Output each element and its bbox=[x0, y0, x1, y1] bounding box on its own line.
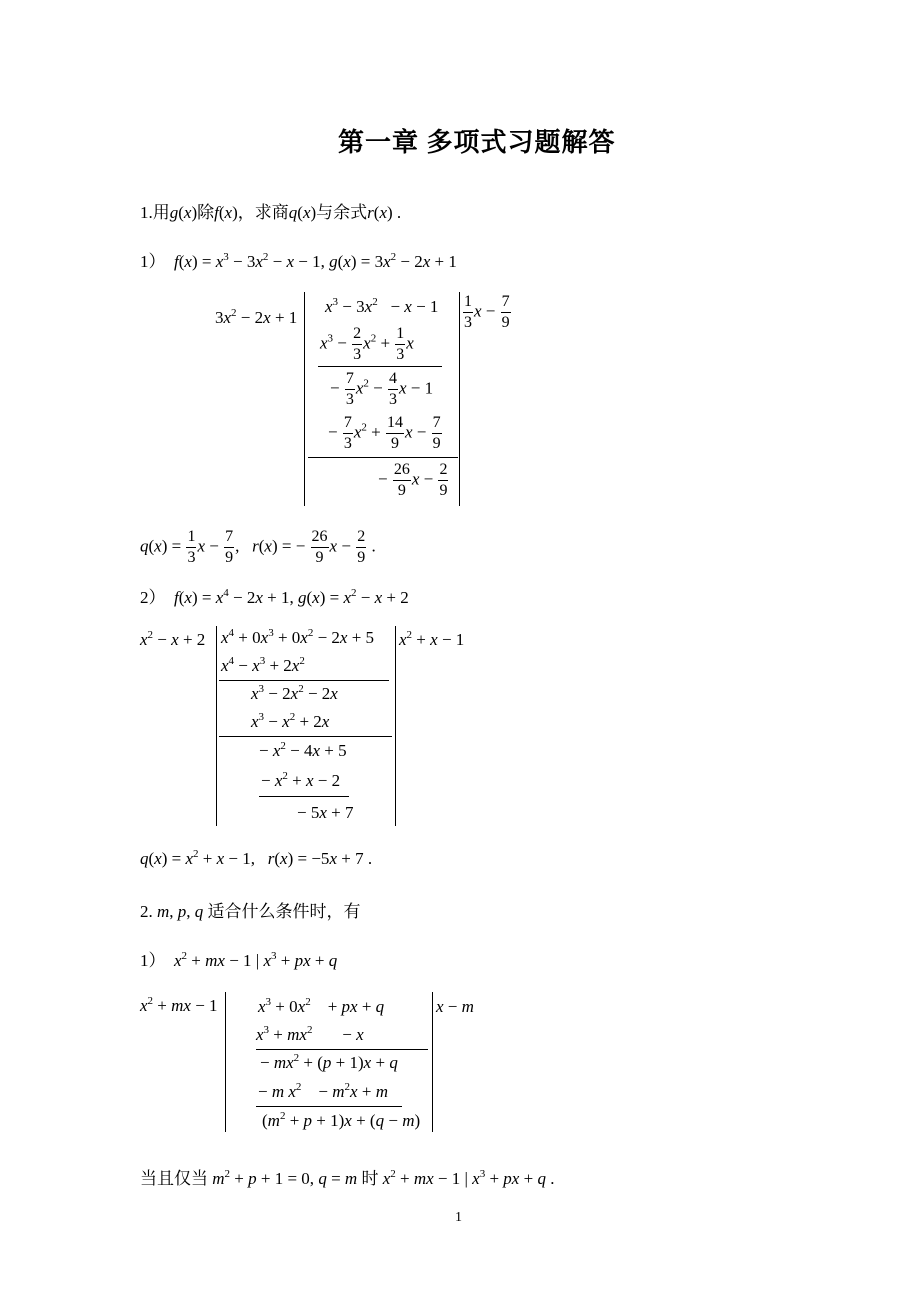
q1-p1-step-dividend: $x^3 - 3x^2 - x - 1$ bbox=[325, 296, 439, 316]
q1-p2-step-5: − $x^2 - 4x + 5$ bbox=[259, 740, 347, 760]
q1-p1-remainder: − $\frac{26}{9}$ x − $\frac{2}{9}$ bbox=[378, 461, 448, 499]
q2-p1-problem: 1） $x^2$ + mx − 1 | $x^3$ + px + q bbox=[140, 950, 338, 970]
q1-p2-rule-1 bbox=[219, 680, 389, 681]
q2-p1-step-4: − m $x^2$ − $m^2x + m$ bbox=[258, 1081, 388, 1101]
q1-p2-right-bar bbox=[395, 626, 396, 826]
q1-p1-quotient: $\frac{1}{3}$ x − $\frac{7}{9}$ bbox=[464, 293, 510, 331]
q2-p1-rule-1 bbox=[256, 1049, 428, 1050]
q1-p1-right-bar bbox=[459, 292, 460, 506]
q1-p2-step-2: $x^4 - x^3 + 2x^2$ bbox=[221, 655, 305, 675]
q2-p1-remainder: $(m^2 + p + 1)x + (q - m)$ bbox=[262, 1110, 421, 1130]
q1-p2-problem: 2） $f(x) = x^4 - 2x + 1$, $g(x) = x^2 - x + 2$ bbox=[140, 587, 409, 607]
q1-p2-step-4: $x^3 - x^2 + 2x$ bbox=[251, 711, 330, 731]
q1-p1-left-bar bbox=[304, 292, 305, 506]
q1-p2-rule-3 bbox=[259, 796, 349, 797]
q2-intro: 2. m, p, q 适合什么条件时，有 bbox=[140, 902, 361, 921]
q1-p1-rule-1 bbox=[318, 366, 442, 367]
q1-p2-rule-2 bbox=[219, 736, 392, 737]
q1-p1-rule-2 bbox=[308, 457, 458, 458]
q2-p1-step-3: − $mx^2 + (p + 1)x + q$ bbox=[260, 1052, 398, 1072]
q1-p2-remainder: − 5x + 7 bbox=[297, 803, 354, 822]
q2-p1-conclusion: 当且仅当 $m^2 + p + 1 = 0$, q = m 时 $x^2$ + mx − 1 | $x^3$ + px + q . bbox=[140, 1168, 555, 1188]
q1-p2-quotient: $x^2 + x - 1$ bbox=[399, 629, 465, 649]
q1-p1-step-3: − $\frac{7}{3}$ $x^2$ − $\frac{4}{3}$ x − 1 bbox=[330, 370, 434, 408]
q2-p1-step-dividend: $x^3 + 0x^2$ + px + q bbox=[258, 996, 385, 1016]
q1-p2-left-bar bbox=[216, 626, 217, 826]
q1-p2-result: $q(x) = x^2 + x - 1$, r(x) = −5x + 7 . bbox=[140, 848, 373, 868]
q2-p1-quotient: x − m bbox=[436, 997, 474, 1016]
q1-intro: 1.用g(x)除f(x)，求商q(x)与余式r(x) . bbox=[140, 203, 402, 222]
q1-p2-step-dividend: $x^4 + 0x^3 + 0x^2 - 2x + 5$ bbox=[221, 627, 375, 647]
q1-p2-divisor: $x^2 - x + 2$ bbox=[140, 629, 206, 649]
q1-p1-divisor: $3x^2 - 2x + 1$ bbox=[215, 307, 298, 327]
q2-p1-divisor: $x^2$ + mx − 1 bbox=[140, 995, 218, 1015]
page-number: 1 bbox=[455, 1210, 462, 1225]
q2-p1-left-bar bbox=[225, 992, 226, 1132]
q1-p2-step-3: $x^3 - 2x^2 - 2x$ bbox=[251, 683, 338, 703]
q2-p1-right-bar bbox=[432, 992, 433, 1132]
q1-p1-result: q(x) = $\frac{1}{3}$ x − $\frac{7}{9}$ , r(x) = − $\frac{26}{9}$ x − $\frac{2}{9}$ . bbox=[140, 528, 376, 566]
q1-p1-step-4: − $\frac{7}{3}$ $x^2$ + $\frac{14}{9}$ x − $\frac{7}{9}$ bbox=[328, 414, 441, 452]
chapter-title: 第一章 多项式习题解答 bbox=[338, 128, 616, 157]
q1-p1-step-2: $x^3$ − $\frac{2}{3}$ $x^2$ + $\frac{1}{3}$ x bbox=[320, 325, 414, 363]
q2-p1-rule-2 bbox=[256, 1106, 402, 1107]
q1-p2-step-6: − $x^2 + x - 2$ bbox=[261, 770, 341, 790]
q2-p1-step-2: $x^3 + mx^2$ − x bbox=[256, 1024, 364, 1044]
q1-p1-problem: 1） $f(x) = x^3 - 3x^2 - x - 1$, $g(x) = 3x^2 - 2x + 1$ bbox=[140, 251, 457, 271]
